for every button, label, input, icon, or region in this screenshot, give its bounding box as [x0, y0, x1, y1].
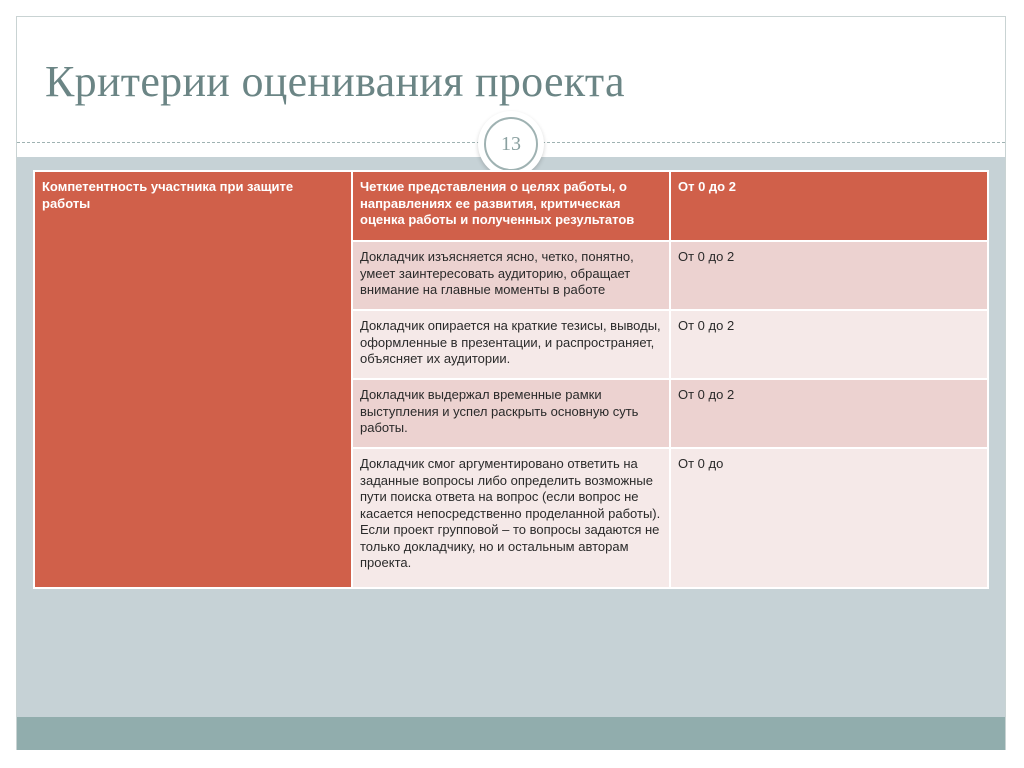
- page-number-badge: [478, 111, 544, 177]
- slide-title: Критерии оценивания проекта: [45, 57, 625, 106]
- criterion-cell: Докладчик смог аргументировано ответить на заданные вопросы либо определить возможные пути поиска ответа на вопрос (если вопрос не касается непосредственно проделанной работы). Если проект групповой – то вопросы задаются не только докладчику, но и остальным авторам проекта.: [352, 448, 670, 588]
- score-cell: От 0 до 2: [670, 241, 988, 310]
- criteria-table: [33, 170, 989, 589]
- criterion-cell: Докладчик изъясняется ясно, четко, понятно, умеет заинтересовать аудиторию, обращает внимание на главные моменты в работе: [352, 241, 670, 310]
- page-number: 13: [484, 117, 538, 171]
- bottom-band: [17, 717, 1005, 750]
- table-row: [34, 171, 988, 241]
- score-cell: От 0 до 2: [670, 379, 988, 448]
- criterion-cell: Четкие представления о целях работы, о направлениях ее развития, критическая оценка работы и полученных результатов: [352, 171, 670, 241]
- score-cell: От 0 до 2: [670, 310, 988, 379]
- score-cell: От 0 до 2: [670, 171, 988, 241]
- score-cell: От 0 до: [670, 448, 988, 588]
- group-label-cell: Компетентность участника при защите работы: [34, 171, 352, 588]
- criterion-cell: Докладчик опирается на краткие тезисы, выводы, оформленные в презентации, и распространяет, объясняет их аудитории.: [352, 310, 670, 379]
- criterion-cell: Докладчик выдержал временные рамки выступления и успел раскрыть основную суть работы.: [352, 379, 670, 448]
